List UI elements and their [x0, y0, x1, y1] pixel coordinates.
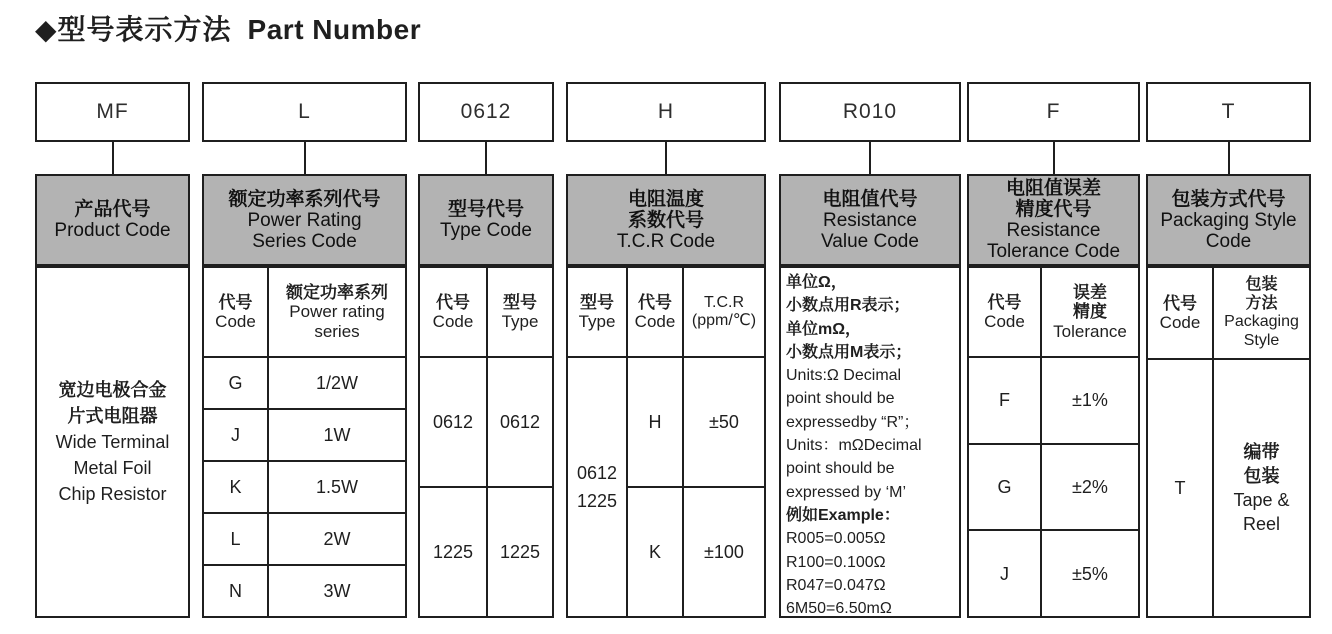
- table-cell-code: H: [626, 356, 682, 486]
- table-packaging: [1146, 266, 1311, 618]
- table-cell-value: 2W: [267, 512, 405, 564]
- table-header-cell: 包装 方法 Packaging Style: [1212, 268, 1309, 358]
- table-header-cell: 代号 Code: [432, 292, 474, 331]
- table-header-cell: 型号 Type: [578, 292, 616, 331]
- table-cell-code: 0612: [420, 356, 486, 486]
- table-cell-code: L: [204, 512, 267, 564]
- table-cell-code: J: [204, 408, 267, 460]
- table-cell-value: ±50: [682, 356, 764, 486]
- table-cell-value: 3W: [267, 564, 405, 616]
- table-type: [418, 266, 554, 618]
- table-cell-code: J: [969, 529, 1040, 616]
- table-header-cell: 代号 Code: [215, 292, 256, 331]
- column-resistance-value: [779, 0, 961, 620]
- table-packaging-grid: [1148, 268, 1309, 616]
- top-code-product: MF: [35, 82, 190, 142]
- connector-line-power-rating: [304, 142, 306, 174]
- page-title-en: Part Number: [247, 14, 422, 45]
- table-tolerance-grid: [969, 268, 1138, 616]
- table-power-rating: [202, 266, 407, 618]
- table-type-grid: [420, 268, 552, 616]
- table-header-cell: T.C.R (ppm/℃): [682, 268, 764, 356]
- page-title-cn: ◆型号表示方法: [35, 14, 232, 45]
- table-cell-value: 0612: [486, 356, 552, 486]
- table-cell-code: G: [969, 443, 1040, 530]
- table-cell-value: ±100: [682, 486, 764, 616]
- table-cell-value: ±2%: [1040, 443, 1138, 530]
- table-tcr: [566, 266, 766, 618]
- top-code-power-rating: L: [202, 82, 407, 142]
- connector-line-type: [485, 142, 487, 174]
- table-product: [35, 266, 190, 618]
- top-code-type: 0612: [418, 82, 554, 142]
- table-header-cell: 代号 Code: [1159, 293, 1201, 332]
- table-power-rating-grid: [204, 268, 405, 616]
- table-header-cell: 代号 Code: [984, 292, 1025, 331]
- column-tcr: [566, 0, 766, 620]
- connector-line-product: [112, 142, 114, 174]
- table-cell-code: N: [204, 564, 267, 616]
- table-cell-code: G: [204, 356, 267, 408]
- top-code-packaging: T: [1146, 82, 1311, 142]
- column-header-resistance-value: 电阻值代号 Resistance Value Code: [779, 174, 961, 266]
- table-resistance-value: [779, 266, 961, 618]
- table-cell-value: 1/2W: [267, 356, 405, 408]
- table-header-cell: 代号 Code: [626, 268, 682, 356]
- column-header-type: 型号代号 Type Code: [418, 174, 554, 266]
- column-header-tolerance: 电阻值误差 精度代号 Resistance Tolerance Code: [967, 174, 1140, 266]
- top-code-tolerance: F: [967, 82, 1140, 142]
- column-header-product: 产品代号 Product Code: [35, 174, 190, 266]
- table-cell-value: 1W: [267, 408, 405, 460]
- table-cell-code: K: [626, 486, 682, 616]
- table-cell-code: T: [1148, 358, 1212, 616]
- connector-line-resistance-value: [869, 142, 871, 174]
- resistance-value-notes: 单位Ω， 小数点用R表示； 单位mΩ， 小数点用M表示； Units:Ω Decimal point should be expressedby “R”； Units：mΩDecimal point should be expressed by ‘M’ 例如Example： R005=0.005Ω R100=0.100Ω R047=0.047Ω 6M50=6.50mΩ: [786, 274, 922, 618]
- table-cell-code: 1225: [420, 486, 486, 616]
- column-tolerance: [967, 0, 1140, 620]
- table-cell-code: F: [969, 356, 1040, 443]
- table-cell-type-span: 0612 1225: [568, 356, 626, 616]
- column-type: [418, 0, 554, 620]
- column-header-packaging: 包装方式代号 Packaging Style Code: [1146, 174, 1311, 266]
- connector-line-tolerance: [1053, 142, 1055, 174]
- table-tcr-grid: [568, 268, 764, 616]
- table-header-cell: 额定功率系列 Power rating series: [267, 268, 405, 356]
- table-cell-value: 编带 包装 Tape & Reel: [1212, 358, 1309, 616]
- table-tolerance: [967, 266, 1140, 618]
- column-product: [35, 0, 190, 620]
- column-power-rating: [202, 0, 407, 620]
- connector-line-packaging: [1228, 142, 1230, 174]
- table-cell-code: K: [204, 460, 267, 512]
- top-code-resistance-value: R010: [779, 82, 961, 142]
- table-cell-value: 1.5W: [267, 460, 405, 512]
- product-description: 宽边电极合金 片式电阻器 Wide Terminal Metal Foil Chip Resistor: [55, 380, 170, 504]
- column-header-power-rating: 额定功率系列代号 Power Rating Series Code: [202, 174, 407, 266]
- table-header-cell: 误差 精度 Tolerance: [1040, 268, 1138, 356]
- table-header-cell: 型号 Type: [486, 268, 552, 356]
- column-packaging: [1146, 0, 1311, 620]
- connector-line-tcr: [665, 142, 667, 174]
- top-code-tcr: H: [566, 82, 766, 142]
- column-header-tcr: 电阻温度 系数代号 T.C.R Code: [566, 174, 766, 266]
- table-cell-value: ±1%: [1040, 356, 1138, 443]
- table-cell-value: 1225: [486, 486, 552, 616]
- table-cell-value: ±5%: [1040, 529, 1138, 616]
